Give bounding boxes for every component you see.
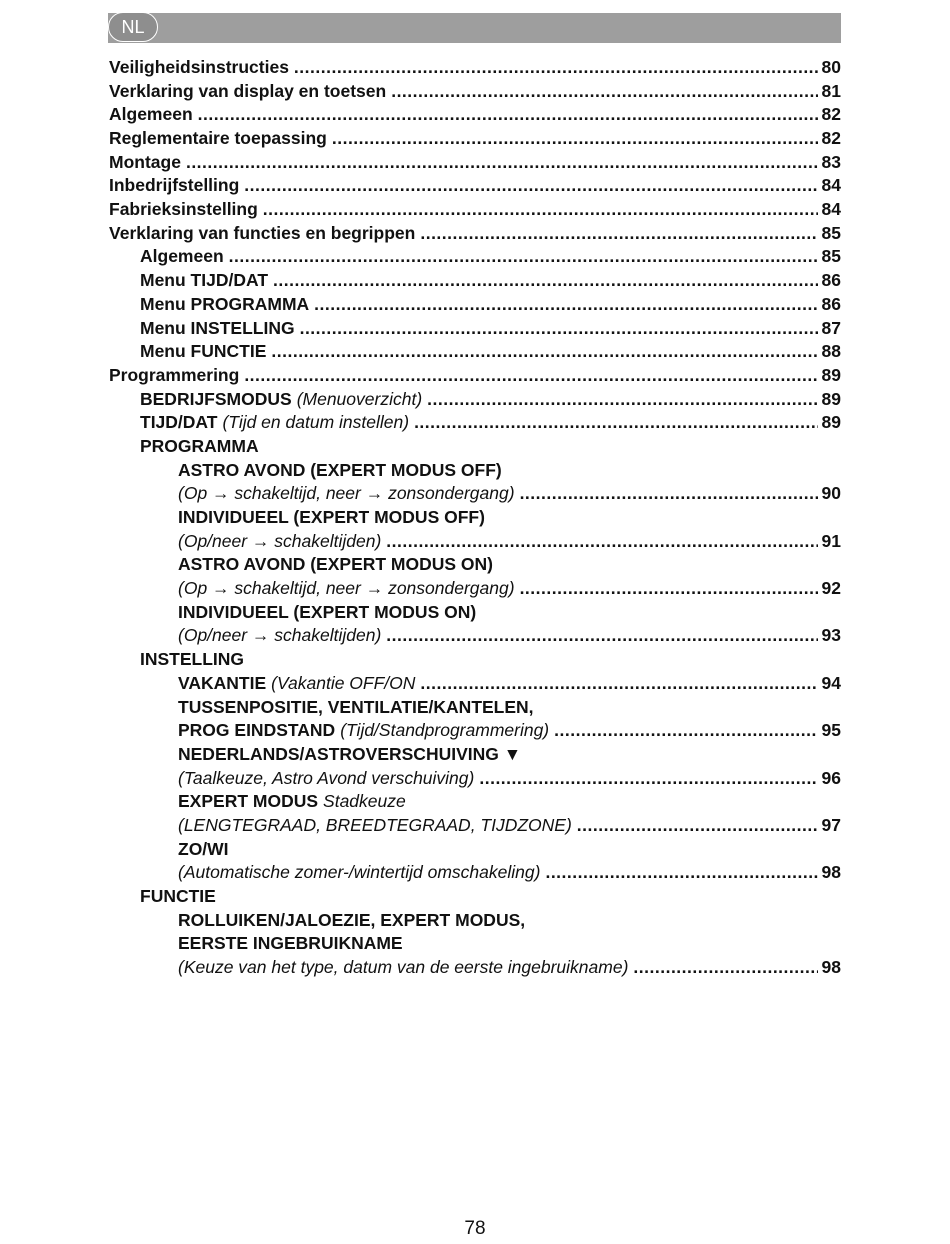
dot-leader [391, 80, 817, 104]
toc-entry-page: 96 [821, 767, 841, 788]
dot-leader [244, 174, 817, 198]
dot-leader [545, 861, 817, 885]
toc-entry [109, 364, 841, 388]
toc-entry [109, 293, 841, 317]
toc-entry [109, 269, 841, 293]
toc-entry-page: 84 [821, 175, 841, 196]
toc-entry [109, 340, 841, 364]
toc-entry [109, 127, 841, 151]
toc-entry-page: 98 [821, 957, 841, 978]
toc-entry [109, 80, 841, 104]
toc-entry [109, 435, 841, 459]
toc-entry-title: VAKANTIE [178, 672, 267, 693]
toc-entry-title: INSTELLING [140, 649, 245, 670]
dot-leader [244, 364, 817, 388]
dot-leader [520, 577, 818, 601]
toc-entry-page: 83 [821, 151, 841, 172]
toc-entry [109, 696, 841, 720]
toc-entry-subtitle: (Op/neer → schakeltijden) [178, 625, 382, 646]
toc-entry-title: Algemeen [109, 104, 193, 125]
toc-entry-subtitle: (LENGTEGRAAD, BREEDTEGRAAD, TIJDZONE) [178, 814, 572, 835]
toc-entry-title: Menu PROGRAMMA [140, 293, 310, 314]
toc-entry-page: 93 [821, 625, 841, 646]
toc-entry-page: 81 [821, 80, 841, 101]
toc-entry [109, 861, 841, 885]
toc-entry [109, 411, 841, 435]
dot-leader [294, 56, 818, 80]
toc-entry-subtitle: (Keuze van het type, datum van de eerste ingebruikname) [178, 957, 629, 978]
toc-entry [109, 317, 841, 341]
toc-entry-title: ROLLUIKEN/JALOEZIE, EXPERT MODUS, [178, 909, 526, 930]
toc-entry-title: ZO/WI [178, 838, 229, 859]
toc-entry-title: Inbedrijfstelling [109, 175, 240, 196]
toc-entry [109, 672, 841, 696]
dot-leader [229, 245, 818, 269]
toc-entry-title: TUSSENPOSITIE, VENTILATIE/KANTELEN, [178, 696, 534, 717]
toc-entry-page: 85 [821, 222, 841, 243]
toc-entry-title: INDIVIDUEEL (EXPERT MODUS ON) [178, 601, 477, 622]
toc-entry-title: Fabrieksinstelling [109, 199, 258, 220]
toc-entry-page: 92 [821, 578, 841, 599]
toc-entry [109, 151, 841, 175]
toc-entry [109, 530, 841, 554]
toc-entry-title: EXPERT MODUS [178, 791, 319, 812]
toc-entry-subtitle: (Op → schakeltijd, neer → zonsondergang) [178, 483, 515, 504]
header-bar [108, 13, 841, 43]
toc-entry [109, 174, 841, 198]
dot-leader [520, 482, 818, 506]
toc-entry [109, 814, 841, 838]
toc-entry-subtitle: (Vakantie OFF/ON [271, 672, 416, 693]
toc-entry [109, 767, 841, 791]
toc-entry-subtitle: (Taalkeuze, Astro Avond verschuiving) [178, 767, 475, 788]
toc-entry-page: 82 [821, 128, 841, 149]
toc-entry [109, 790, 841, 814]
table-of-contents [109, 56, 841, 980]
dot-leader [420, 672, 817, 696]
dot-leader [420, 222, 817, 246]
toc-entry-page: 88 [821, 341, 841, 362]
toc-entry-title: EERSTE INGEBRUIKNAME [178, 933, 403, 954]
dot-leader [386, 530, 817, 554]
toc-entry [109, 246, 841, 270]
dot-leader [577, 814, 818, 838]
toc-entry [109, 719, 841, 743]
dot-leader [271, 340, 817, 364]
toc-entry-title: Menu FUNCTIE [140, 341, 267, 362]
toc-entry-page: 84 [821, 199, 841, 220]
toc-entry [109, 459, 841, 483]
toc-entry-title: Verklaring van functies en begrippen [109, 222, 416, 243]
dot-leader [414, 411, 817, 435]
toc-entry [109, 743, 841, 767]
toc-entry-page: 87 [821, 317, 841, 338]
toc-entry-page: 89 [821, 364, 841, 385]
toc-entry-page: 94 [821, 672, 841, 693]
toc-entry-page: 82 [821, 104, 841, 125]
toc-entry [109, 625, 841, 649]
toc-entry-subtitle: (Menuoverzicht) [296, 388, 423, 409]
dot-leader [386, 624, 817, 648]
toc-entry-title: Menu TIJD/DAT [140, 270, 269, 291]
dot-leader [263, 198, 818, 222]
page-number: 78 [464, 1218, 486, 1239]
dot-leader [554, 719, 817, 743]
toc-entry-page: 85 [821, 246, 841, 267]
toc-entry-page: 80 [821, 56, 841, 77]
toc-entry-subtitle: (Automatische zomer-/wintertijd omschakeling) [178, 862, 541, 883]
toc-entry-page: 89 [821, 412, 841, 433]
toc-entry [109, 648, 841, 672]
dot-leader [427, 388, 817, 412]
toc-entry-title: TIJD/DAT [140, 412, 218, 433]
toc-entry [109, 909, 841, 933]
toc-entry [109, 932, 841, 956]
toc-entry [109, 56, 841, 80]
dot-leader [633, 956, 817, 980]
toc-entry [109, 482, 841, 506]
toc-entry-title: INDIVIDUEEL (EXPERT MODUS OFF) [178, 507, 485, 528]
toc-entry-subtitle: (Tijd/Standprogrammering) [340, 720, 550, 741]
toc-entry [109, 577, 841, 601]
dot-leader [198, 103, 818, 127]
toc-entry [109, 103, 841, 127]
toc-entry-page: 91 [821, 530, 841, 551]
dot-leader [300, 317, 818, 341]
toc-entry [109, 222, 841, 246]
toc-entry [109, 956, 841, 980]
dot-leader [332, 127, 818, 151]
toc-entry-title: Menu INSTELLING [140, 317, 295, 338]
toc-entry-title: Veiligheidsinstructies [109, 56, 289, 77]
toc-entry-page: 98 [821, 862, 841, 883]
toc-entry-page: 86 [821, 270, 841, 291]
toc-entry-title: Programmering [109, 364, 240, 385]
toc-entry [109, 553, 841, 577]
language-badge: NL [108, 12, 158, 42]
toc-entry [109, 388, 841, 412]
toc-entry [109, 838, 841, 862]
toc-entry [109, 506, 841, 530]
toc-entry-page: 95 [821, 720, 841, 741]
toc-entry-subtitle: (Op/neer → schakeltijden) [178, 530, 382, 551]
toc-entry [109, 198, 841, 222]
toc-entry [109, 601, 841, 625]
toc-entry-title: PROGRAMMA [140, 435, 259, 456]
toc-entry-title: Algemeen [140, 246, 224, 267]
toc-entry-subtitle: (Tijd en datum instellen) [222, 412, 410, 433]
dot-leader [186, 151, 818, 175]
toc-entry-page: 90 [821, 483, 841, 504]
toc-entry-subtitle: (Op → schakeltijd, neer → zonsondergang) [178, 578, 515, 599]
toc-entry-title: FUNCTIE [140, 886, 216, 907]
toc-entry [109, 885, 841, 909]
dot-leader [273, 269, 818, 293]
toc-entry-title: ASTRO AVOND (EXPERT MODUS OFF) [178, 459, 502, 480]
dot-leader [479, 767, 817, 791]
toc-entry-title: ASTRO AVOND (EXPERT MODUS ON) [178, 554, 494, 575]
toc-entry-page: 86 [821, 293, 841, 314]
toc-entry-title: Reglementaire toepassing [109, 128, 327, 149]
dot-leader [314, 293, 817, 317]
toc-entry-title: PROG EINDSTAND [178, 720, 336, 741]
toc-entry-subtitle: Stadkeuze [323, 791, 406, 812]
toc-entry-title: BEDRIJFSMODUS [140, 388, 292, 409]
toc-entry-page: 97 [821, 814, 841, 835]
toc-entry-title: Montage [109, 151, 181, 172]
toc-entry-title: NEDERLANDS/ASTROVERSCHUIVING ▼ [178, 743, 522, 764]
toc-entry-page: 89 [821, 388, 841, 409]
toc-entry-title: Verklaring van display en toetsen [109, 80, 387, 101]
